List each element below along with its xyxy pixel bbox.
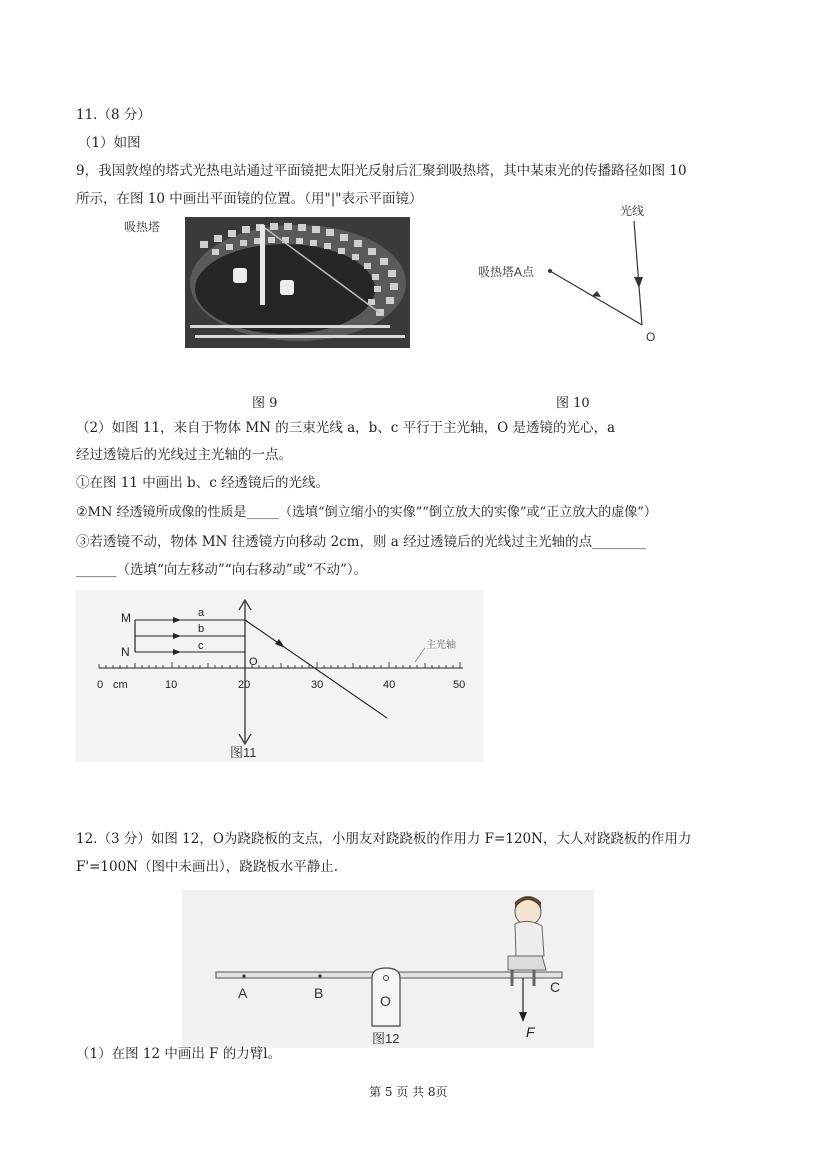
q11-part2-text-2: 经过透镜后的光线过主光轴的一点。: [76, 447, 292, 463]
q11-part2-q1: ①在图 11 中画出 b、c 经透镜后的光线。: [76, 475, 330, 491]
q12-part1: （1）在图 12 中画出 F 的力臂l。: [76, 1046, 282, 1062]
main-axis-label: 主光轴: [426, 640, 456, 651]
refracted-ray-a: [245, 620, 387, 718]
q11-part1-label: （1）如图: [78, 135, 141, 151]
q11-part2-q3-2: ______（选填“向左移动”“向右移动”或“不动”）。: [76, 562, 368, 578]
incident-ray-arrow: [634, 277, 643, 288]
q12-text-2: F'=100N（图中未画出），跷跷板水平静止.: [76, 859, 339, 875]
figure-12: [182, 890, 594, 1048]
reflected-ray: [550, 271, 642, 325]
q12-text: 12.（3 分）如图 12，O为跷跷板的支点，小朋友对跷跷板的作用力 F=120N，大人对跷跷板的作用力: [76, 831, 692, 847]
label-m: M: [121, 611, 131, 625]
page-footer: 第 5 页 共 8页: [369, 1085, 448, 1099]
fig9-caption: 图 9: [252, 396, 278, 411]
label-n: N: [121, 645, 130, 659]
figure-11: [75, 590, 483, 762]
figure-10: [470, 193, 690, 353]
fulcrum-o: O: [380, 993, 391, 1009]
reflected-ray-arrow: [592, 291, 601, 297]
fig10-tower-label: 吸热塔A点: [478, 265, 535, 279]
q11-part2-text: （2）如图 11，来自于物体 MN 的三束光线 a，b、c 平行于主光轴，O 是透镜的光心，a: [76, 420, 616, 436]
point-c: C: [550, 979, 561, 995]
tick-10: 10: [165, 679, 178, 691]
fig10-caption: 图 10: [556, 396, 590, 411]
tick-40: 40: [383, 679, 396, 691]
q11-part2-q3: ③若透镜不动，物体 MN 往透镜方向移动 2cm，则 a 经过透镜后的光线过主光轴的点________: [76, 534, 647, 550]
tick-50: 50: [453, 679, 466, 691]
q11-part1-text: 9，我国敦煌的塔式光热电站通过平面镜把太阳光反射后汇聚到吸热塔，其中某束光的传播路径如图 10: [76, 163, 687, 179]
fig10-point-o: O: [646, 330, 656, 344]
q11-part1-text-2: 所示，在图 10 中画出平面镜的位置。（用"|"表示平面镜）: [76, 191, 423, 207]
tick-0: 0: [97, 679, 104, 691]
q11-heading: 11.（8 分）: [76, 107, 151, 123]
figure-9: [120, 213, 410, 348]
tick-30: 30: [311, 679, 324, 691]
fig11-caption: 图11: [230, 745, 257, 760]
force-f-label: F: [526, 1024, 535, 1040]
label-ray-b: b: [198, 623, 205, 635]
point-a: A: [238, 985, 248, 1001]
fig12-caption: 图12: [372, 1031, 400, 1046]
label-ray-c: c: [198, 640, 204, 652]
label-ray-a: a: [198, 607, 205, 619]
lens-center-o: O: [249, 656, 258, 668]
q11-part2-q2: ②MN 经透镜所成像的性质是_____（选填“倒立缩小的实像”“倒立放大的实像”或“正立放大的虚像”）: [76, 505, 657, 520]
incident-ray: [634, 221, 642, 325]
fig10-light-label: 光线: [620, 204, 645, 218]
fig9-tower-label: 吸热塔: [124, 220, 161, 234]
tick-20: 20: [238, 679, 251, 691]
point-b: B: [314, 985, 324, 1001]
tick-unit: cm: [113, 679, 128, 691]
